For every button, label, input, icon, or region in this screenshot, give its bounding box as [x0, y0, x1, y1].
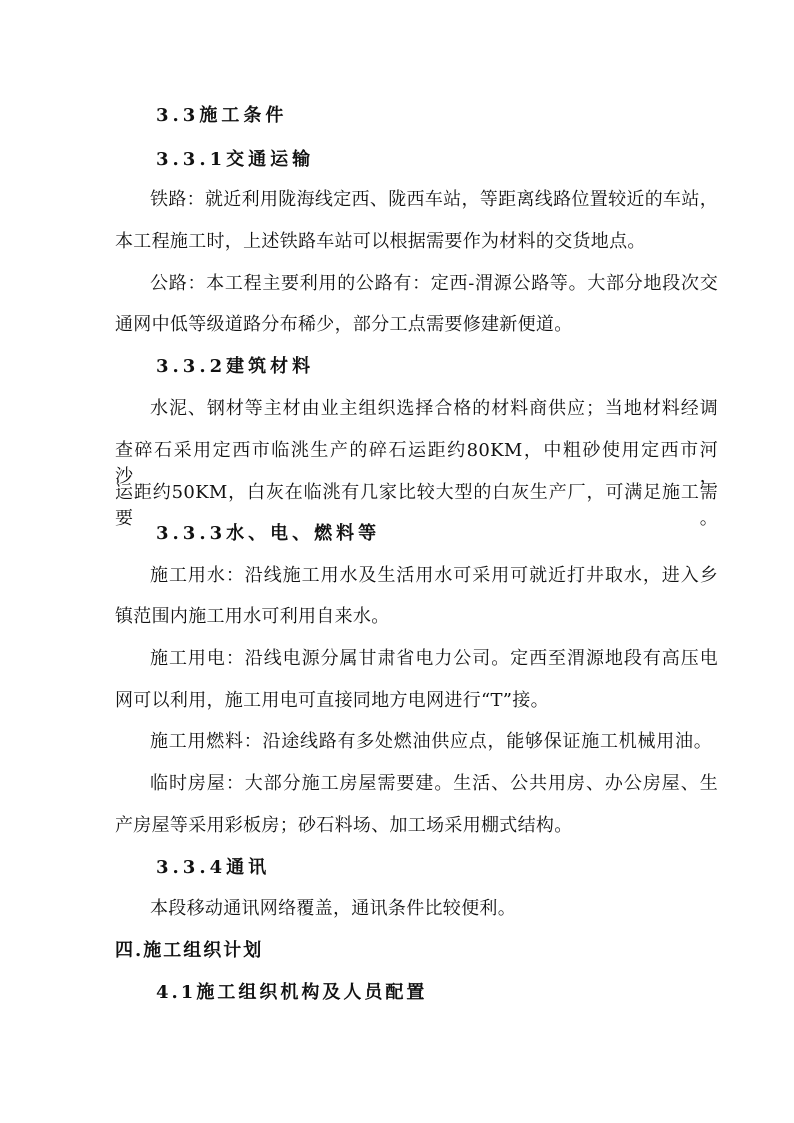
paragraph-telecom-line-1: 本段移动通讯网络覆盖，通讯条件比较便利。 [150, 898, 516, 919]
heading-3-3-1: 3.3.1交通运输 [156, 149, 315, 170]
paragraph-highway-line-2: 通网中低等级道路分布稀少，部分工点需要修建新便道。 [115, 314, 573, 335]
paragraph-railway-line-1: 铁路：就近利用陇海线定西、陇西车站，等距离线路位置较近的车站， [150, 189, 718, 210]
paragraph-materials-line-3: 运距约50KM，白灰在临洮有几家比较大型的白灰生产厂，可满足施工需要。 [115, 482, 718, 529]
paragraph-railway-line-2: 本工程施工时，上述铁路车站可以根据需要作为材料的交货地点。 [115, 231, 646, 252]
paragraph-materials-line-1: 水泥、钢材等主材由业主组织选择合格的材料商供应；当地材料经调 [150, 398, 718, 419]
heading-3-3-2: 3.3.2建筑材料 [156, 356, 315, 377]
heading-4: 四.施工组织计划 [115, 940, 264, 961]
paragraph-water-line-1: 施工用水：沿线施工用水及生活用水可采用可就近打井取水，进入乡 [150, 565, 718, 586]
heading-3-3: 3.3施工条件 [156, 105, 288, 126]
paragraph-materials-line-2: 查碎石采用定西市临洮生产的碎石运距约80KM，中粗砂使用定西市河沙， [115, 440, 718, 487]
paragraph-power-line-2: 网可以利用，施工用电可直接同地方电网进行“T”接。 [115, 690, 549, 711]
paragraph-housing-line-2: 产房屋等采用彩板房；砂石料场、加工场采用棚式结构。 [115, 815, 573, 836]
paragraph-fuel-line-1: 施工用燃料：沿途线路有多处燃油供应点，能够保证施工机械用油。 [150, 731, 712, 752]
paragraph-power-line-1: 施工用电：沿线电源分属甘肃省电力公司。定西至渭源地段有高压电 [150, 648, 718, 669]
paragraph-housing-line-1: 临时房屋：大部分施工房屋需要建。生活、公共用房、办公房屋、生 [150, 773, 718, 794]
heading-3-3-4: 3.3.4通讯 [156, 857, 271, 878]
paragraph-highway-line-1: 公路：本工程主要利用的公路有：定西-渭源公路等。大部分地段次交 [150, 273, 718, 294]
paragraph-water-line-2: 镇范围内施工用水可利用自来水。 [115, 606, 390, 627]
heading-3-3-3: 3.3.3水、电、燃料等 [156, 523, 381, 544]
heading-4-1: 4.1施工组织机构及人员配置 [156, 982, 428, 1003]
